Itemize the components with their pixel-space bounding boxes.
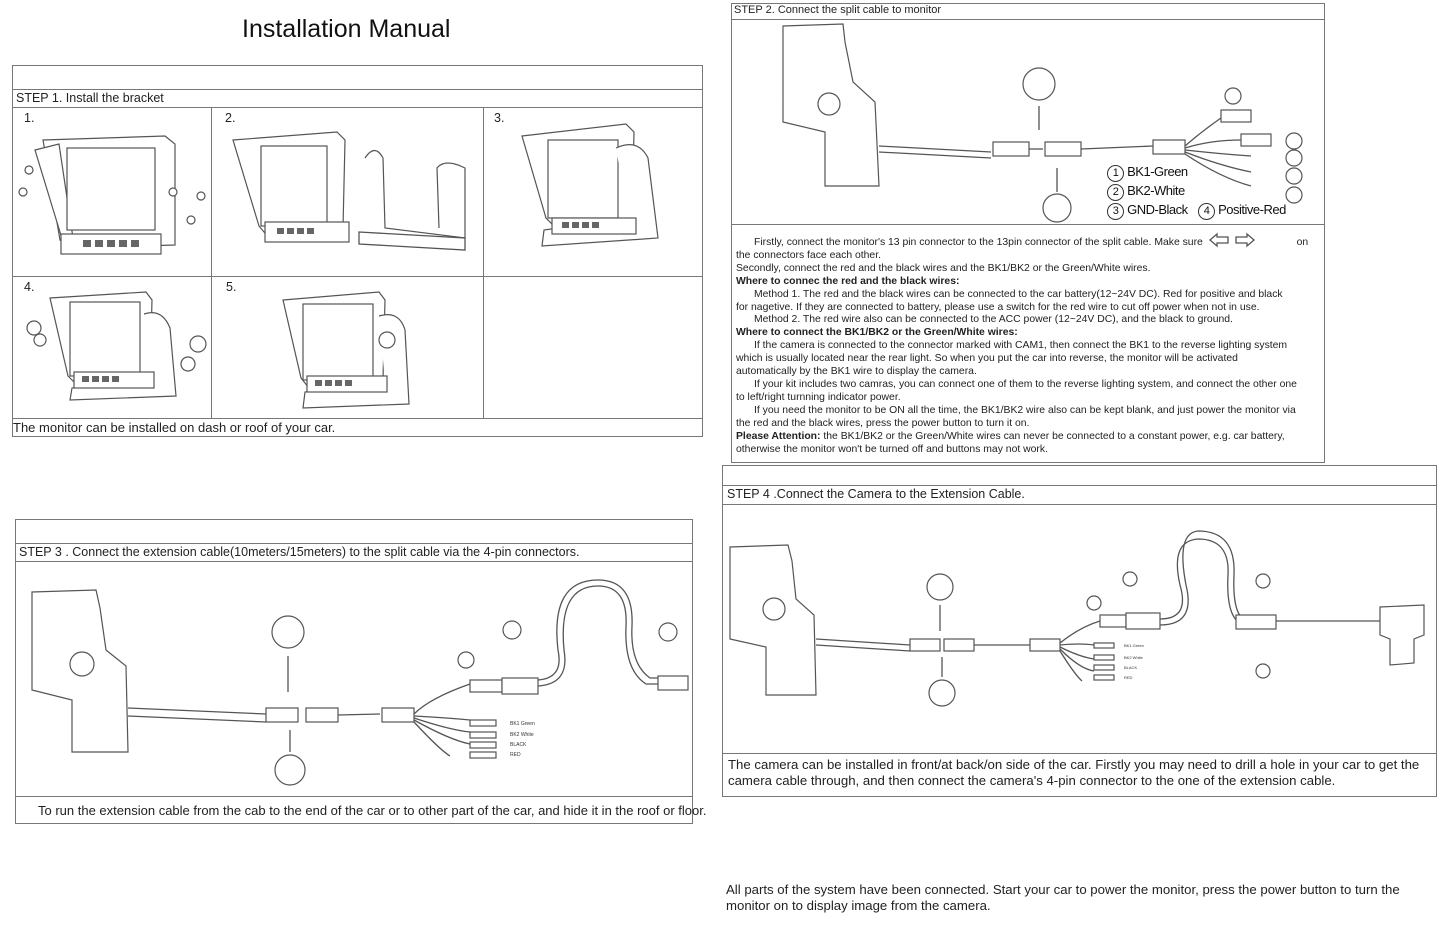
instr-c2: If your kit includes two camras, you can connect one of them to the reverse lighting system, and connect the other one (754, 378, 1297, 390)
step4-heading: STEP 4 .Connect the Camera to the Extension Cable. (727, 487, 1025, 501)
final-note (726, 882, 1400, 914)
instr-att: the BK1/BK2 or the Green/White wires can never be connected to a constant power, e.g. car battery, (820, 430, 1285, 442)
instr-p1b: the connectors face each other. (736, 249, 881, 261)
split-cable-diagram (781, 22, 1311, 222)
legend-positive (1198, 202, 1286, 220)
legend-label-positive: Positive-Red (1218, 202, 1286, 217)
legend-label-bk1: BK1-Green (1127, 164, 1188, 179)
s3-wire-label-4: RED (510, 752, 521, 758)
instr-m2: Method 2. The red wire also can be connected to the ACC power (12~24V DC), and the black to ground. (754, 314, 1233, 326)
instr-attb: otherwise the monitor won't be turned off and buttons may not work. (736, 443, 1048, 455)
extension-cable-diagram (30, 580, 690, 790)
monitor-illustration-3 (508, 118, 688, 268)
instr-m1b: for nagetive. If they are connected to battery, please use a switch for the red wire to cut off power when not in use. (736, 301, 1260, 313)
s3-wire-label-2: BK2 White (510, 732, 534, 738)
attention-label: Please Attention: (736, 430, 821, 442)
legend-number-4: 4 (1198, 203, 1215, 220)
instr-h1: Where to connec the red and the black wires: (736, 275, 960, 287)
legend-bk2 (1107, 183, 1185, 201)
s4-wire-label-2: BK2 White (1124, 655, 1143, 660)
legend-number-1: 1 (1107, 165, 1124, 182)
step3-caption: To run the extension cable from the cab to the end of the car or to other part of the car, and hide it in the roof or floor. (38, 803, 707, 818)
s3-wire-label-1: BK1 Green (510, 721, 535, 727)
monitor-illustration-5 (275, 288, 445, 413)
instr-c2b: to left/right turnning indicator power. (736, 391, 901, 403)
instr-c3b: the red and the black wires, press the power button to turn it on. (736, 417, 1030, 429)
step2-instructions (736, 231, 1321, 456)
legend-gnd (1107, 202, 1188, 220)
panel-1-number: 1. (24, 111, 35, 125)
final-note-line2: monitor on to display image from the camera. (726, 898, 991, 913)
instr-c3: If you need the monitor to be ON all the time, the BK1/BK2 wire also can be kept blank, and just power the monitor via (754, 404, 1296, 416)
legend-bk1 (1107, 164, 1188, 182)
step1-heading: STEP 1. Install the bracket (16, 91, 164, 105)
s4-wire-label-3: BLACK (1124, 665, 1138, 670)
legend-label-gnd: GND-Black (1127, 202, 1188, 217)
s4-wire-label-1: BK1 Green (1124, 643, 1144, 648)
legend-number-3: 3 (1107, 203, 1124, 220)
step4-caption (728, 757, 1419, 789)
step3-heading: STEP 3 . Connect the extension cable(10meters/15meters) to the split cable via the 4-pin connectors. (19, 545, 580, 559)
monitor-illustration-2 (225, 128, 475, 268)
step4-caption-line1: The camera can be installed in front/at back/on side of the car. Firstly you may need to drill a hole in your car to get the (728, 757, 1420, 772)
instr-m1: Method 1. The red and the black wires can be connected to the car battery(12~24V DC). Red for positive and black (754, 288, 1283, 300)
instr-c1b: which is usually located near the rear light. So when you put the car into reverse, the monitor will be activated (736, 353, 1238, 365)
monitor-illustration-4 (20, 288, 210, 413)
camera-connection-diagram (730, 535, 1430, 745)
legend-label-bk2: BK2-White (1127, 183, 1185, 198)
instr-c1: If the camera is connected to the connector marked with CAM1, then connect the BK1 to the reverse lighting system (754, 340, 1288, 352)
panel-5-number: 5. (226, 280, 237, 294)
instr-c1c: automatically by the BK1 wire to display the camera. (736, 366, 977, 378)
arrow-icons (1206, 231, 1258, 250)
step2-heading: STEP 2. Connect the split cable to monitor (734, 4, 942, 16)
panel-4-number: 4. (24, 280, 35, 294)
instr-p1a: Firstly, connect the monitor's 13 pin connector to the 13pin connector of the split cable. Make sure (754, 237, 1203, 248)
instr-p1on: on (1296, 237, 1309, 248)
instr-h2: Where to connect the BK1/BK2 or the Green/White wires: (736, 327, 1018, 339)
panel-3-number: 3. (494, 111, 505, 125)
final-note-line1: All parts of the system have been connected. Start your car to power the monitor, press the power button to turn the (726, 882, 1400, 897)
s3-wire-label-3: BLACK (510, 742, 527, 748)
s4-wire-label-4: RED (1124, 675, 1133, 680)
step1-caption: The monitor can be installed on dash or roof of your car. (13, 420, 336, 435)
instr-p2: Secondly, connect the red and the black wires and the BK1/BK2 or the Green/White wires. (736, 262, 1151, 274)
panel-2-number: 2. (225, 111, 236, 125)
legend-number-2: 2 (1107, 184, 1124, 201)
monitor-illustration-1 (15, 130, 205, 270)
page-title: Installation Manual (242, 15, 451, 43)
step4-caption-line2: camera cable through, and then connect the camera's 4-pin connector to the one of the extension cable. (728, 773, 1336, 788)
